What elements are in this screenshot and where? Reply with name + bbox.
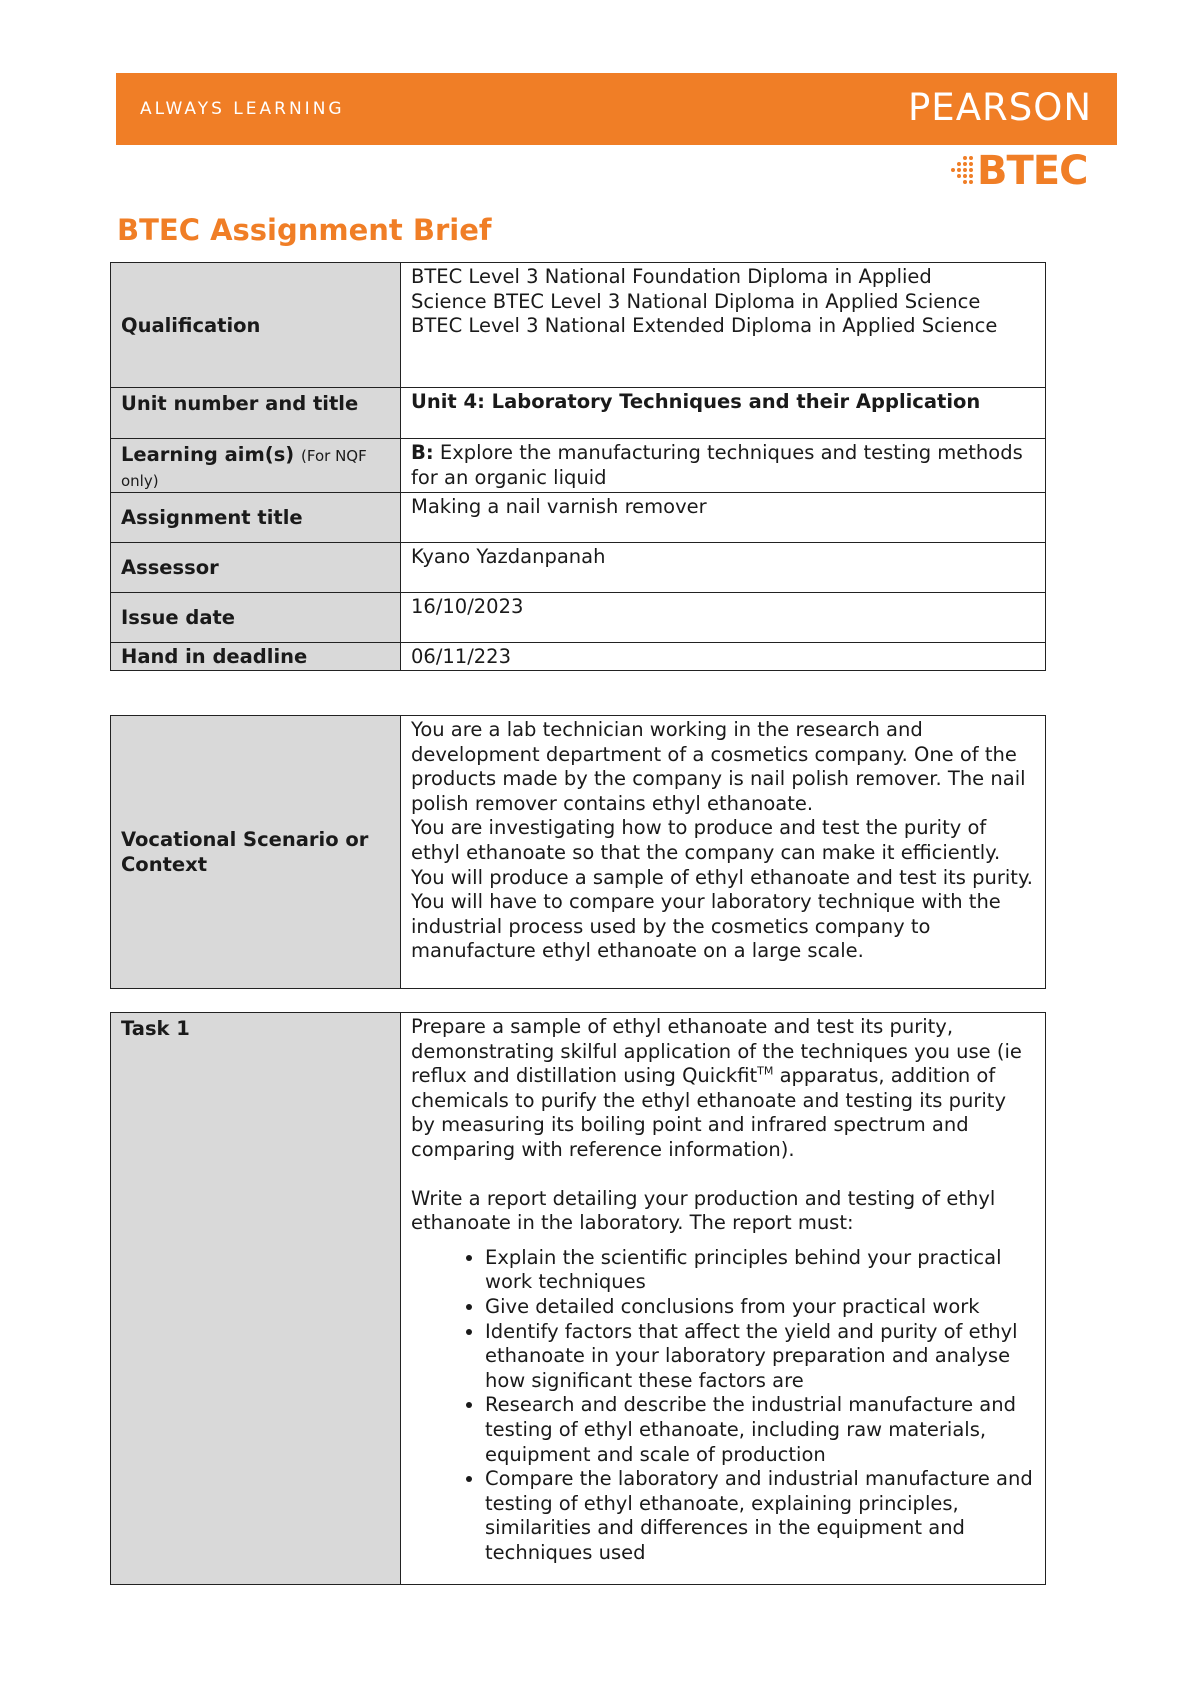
assessor-value: Kyano Yazdanpanah	[401, 543, 1046, 593]
task-intro-text: apparatus, addition of chemicals to purify the ethyl ethanoate and testing its purity by measuring its boiling point and infrared spectrum and comparing with reference information).	[411, 1064, 1006, 1161]
qualification-line: Science BTEC Level 3 National Diploma in Applied Science	[411, 289, 981, 313]
task-intro-text: Prepare a sample of ethyl ethanoate and test its purity, demonstrating skilful application of the techniques you use (ie reflux and distillation using Quickfit	[411, 1015, 1022, 1088]
btec-logo-text: BTEC	[977, 148, 1088, 194]
issue-date-label: Issue date	[111, 593, 401, 643]
list-item: • Give detailed conclusions from your practical work	[485, 1295, 1036, 1320]
assignment-title-label: Assignment title	[111, 493, 401, 543]
btec-dots-icon	[945, 154, 975, 188]
deadline-label: Hand in deadline	[111, 643, 401, 671]
unit-label: Unit number and title	[111, 388, 401, 439]
learning-aim-label	[111, 439, 401, 493]
qualification-label: Qualification	[111, 263, 401, 388]
issue-date-value: 16/10/2023	[401, 593, 1046, 643]
pearson-logo: PEARSON	[908, 86, 1092, 129]
list-item: • Identify factors that affect the yield and purity of ethyl ethanoate in your laboratory preparation and analyse how significant these factors are	[485, 1320, 1036, 1394]
table-row	[111, 388, 1046, 439]
list-item: • Explain the scientific principles behind your practical work techniques	[485, 1246, 1036, 1295]
report-intro: Write a report detailing your production and testing of ethyl ethanoate in the laboratory. The report must:	[411, 1186, 996, 1235]
table-row	[111, 593, 1046, 643]
assessor-label: Assessor	[111, 543, 401, 593]
table-row	[111, 493, 1046, 543]
tagline: ALWAYS LEARNING	[140, 99, 345, 119]
table-row	[111, 643, 1046, 671]
task-table	[110, 1012, 1046, 1585]
deadline-value: 06/11/223	[401, 643, 1046, 671]
learning-aim-value	[401, 439, 1046, 493]
qualification-line: BTEC Level 3 National Extended Diploma in Applied Science	[411, 314, 998, 338]
task-label: Task 1	[111, 1013, 401, 1585]
task-intro	[411, 1015, 1036, 1163]
unit-value: Unit 4: Laboratory Techniques and their Application	[401, 388, 1046, 439]
scenario-paragraph: You are investigating how to produce and test the purity of ethyl ethanoate so that the company can make it efficiently. You will produce a sample of ethyl ethanoate and test its purity. You will have to compare your laboratory technique with the industrial process used by the cosmetics company to manufacture ethyl ethanoate on a large scale.	[411, 816, 1033, 963]
trademark-mark: TM	[757, 1064, 774, 1078]
table-row	[111, 439, 1046, 493]
list-item: • Research and describe the industrial manufacture and testing of ethyl ethanoate, including raw materials, equipment and scale of production	[485, 1393, 1036, 1467]
scenario-label: Vocational Scenario or Context	[111, 716, 401, 989]
learning-aim-prefix: B:	[411, 441, 434, 464]
qualification-value	[401, 263, 1046, 388]
scenario-value	[401, 716, 1046, 989]
scenario-table	[110, 715, 1046, 989]
report-requirements-list	[411, 1246, 1036, 1566]
table-row	[111, 263, 1046, 388]
assignment-title-value: Making a nail varnish remover	[401, 493, 1046, 543]
learning-aim-label-text: Learning aim(s)	[121, 443, 295, 466]
scenario-paragraph: You are a lab technician working in the research and development department of a cosmetics company. One of the products made by the company is nail polish remover. The nail polish remover contains ethyl ethanoate.	[411, 718, 1026, 815]
table-row	[111, 716, 1046, 989]
details-table	[110, 262, 1046, 671]
list-item: • Compare the laboratory and industrial manufacture and testing of ethyl ethanoate, explaining principles, similarities and differences in the equipment and techniques used	[485, 1467, 1036, 1565]
page-title: BTEC Assignment Brief	[117, 213, 492, 247]
btec-logo	[945, 150, 1087, 192]
task-description	[401, 1013, 1046, 1585]
table-row	[111, 1013, 1046, 1585]
table-row	[111, 543, 1046, 593]
qualification-line: BTEC Level 3 National Foundation Diploma in Applied	[411, 265, 932, 288]
learning-aim-text: Explore the manufacturing techniques and testing methods for an organic liquid	[411, 441, 1023, 489]
learning-aim-note: (For NQF only)	[121, 447, 367, 490]
